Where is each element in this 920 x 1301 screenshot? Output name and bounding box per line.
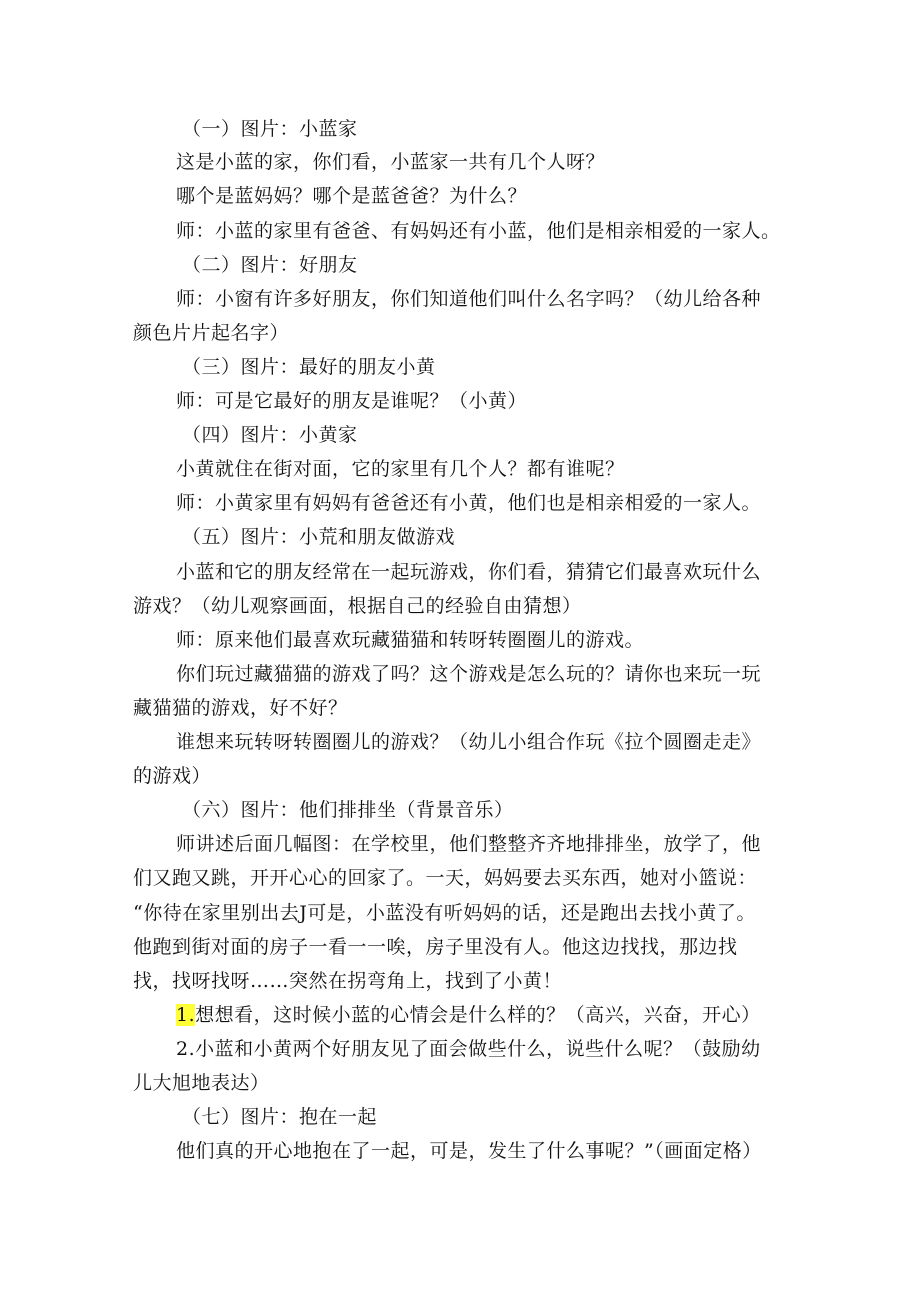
paragraph-line: 师：可是它最好的朋友是谁呢？（小黄）	[176, 390, 528, 412]
paragraph-line-continued: 他跑到街对面的房子一看一一唉，房子里没有人。他这边找找，那边找	[133, 936, 738, 958]
paragraph-line: 师：小蓝的家里有爸爸、有妈妈还有小蓝，他们是相亲相爱的一家人。	[176, 220, 781, 242]
paragraph-line-continued: “你待在家里别出去J可是，小蓝没有听妈妈的话，还是跑出去找小黄了。	[133, 902, 756, 924]
paragraph-line-continued: 颜色片片起名字）	[133, 322, 290, 344]
paragraph-line-continued: 藏猫猫的游戏，好不好？	[133, 697, 348, 719]
paragraph-line: 师：小窗有许多好朋友，你们知道他们叫什么名字吗？（幼儿给各种	[176, 288, 762, 310]
paragraph-line: 师讲述后面几幅图：在学校里，他们整整齐齐地排排坐，放学了，他	[176, 833, 762, 855]
paragraph-line-continued: 们又跑又跳，开开心心的回家了。一天，妈妈要去买东西，她对小篮说：	[133, 867, 758, 889]
section-heading-1: （一）图片：小蓝家	[182, 118, 358, 140]
section-heading-7: （七）图片：抱在一起	[182, 1106, 378, 1128]
paragraph-line-continued: 的游戏）	[133, 765, 212, 787]
paragraph-line: 哪个是蓝妈妈？哪个是蓝爸爸？为什么？	[176, 185, 528, 207]
section-heading-2: （二）图片：好朋友	[182, 254, 358, 276]
paragraph-line: 你们玩过藏猫猫的游戏了吗？这个游戏是怎么玩的？请你也来玩一玩	[176, 663, 762, 685]
highlighted-number: 1.	[176, 1004, 196, 1026]
paragraph-line: 师：原来他们最喜欢玩藏猫猫和转呀转圈圈儿的游戏。	[176, 629, 645, 651]
paragraph-line: 小蓝和它的朋友经常在一起玩游戏，你们看，猜猜它们最喜欢玩什么	[176, 561, 762, 583]
section-heading-6: （六）图片：他们排排坐（背景音乐）	[182, 799, 514, 821]
paragraph-line: 谁想来玩转呀转圈圈儿的游戏？（幼儿小组合作玩《拉个圆圈走走》	[176, 731, 762, 753]
list-item-1-text: 想想看，这时候小蓝的心情会是什么样的？（高兴，兴奋，开心）	[195, 1004, 761, 1026]
paragraph-line-continued: 儿大旭地表达）	[133, 1072, 270, 1094]
section-heading-3: （三）图片：最好的朋友小黄	[182, 356, 436, 378]
paragraph-line: 这是小蓝的家，你们看，小蓝家一共有几个人呀？	[176, 151, 606, 173]
paragraph-line: 他们真的开心地抱在了一起，可是，发生了什么事呢？”（画面定格）	[176, 1140, 762, 1162]
paragraph-line-continued: 找，找呀找呀……突然在拐弯角上，找到了小黄！	[133, 970, 563, 992]
paragraph-line-continued: 游戏？（幼儿观察画面，根据自己的经验自由猜想）	[133, 595, 582, 617]
section-heading-5: （五）图片：小荒和朋友做游戏	[182, 526, 456, 548]
paragraph-line: 师：小黄家里有妈妈有爸爸还有小黄，他们也是相亲相爱的一家人。	[176, 492, 762, 514]
section-heading-4: （四）图片：小黄家	[182, 424, 358, 446]
paragraph-line: 小黄就住在街对面，它的家里有几个人？都有谁呢？	[176, 458, 625, 480]
list-item-2: 2.小蓝和小黄两个好朋友见了面会做些什么，说些什么呢？（鼓励幼	[176, 1038, 761, 1060]
list-item-1	[176, 1003, 920, 1027]
